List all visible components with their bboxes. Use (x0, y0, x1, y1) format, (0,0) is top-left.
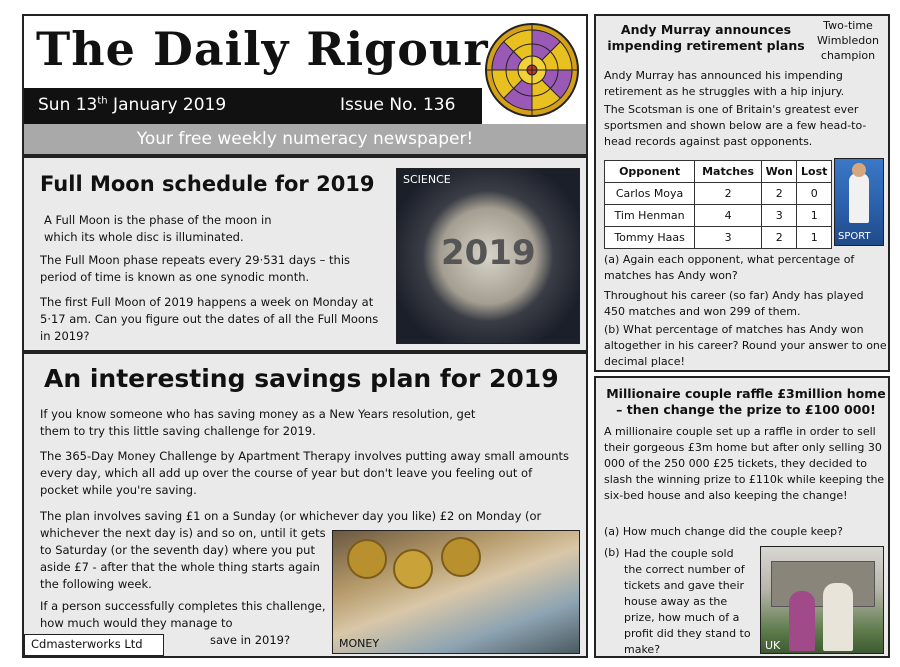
murray-panel (594, 14, 890, 372)
coin-3 (441, 537, 481, 577)
table-row (605, 183, 832, 205)
fullmoon-panel (22, 156, 588, 352)
tagline-bar: Your free weekly numeracy newspaper! (24, 124, 586, 154)
savings-paragraph-3b: whichever the next day is) and so on, until it gets to Saturday (or the seventh day) where you put aside £7 - after that the whole thing starts again the following week. (40, 526, 326, 591)
science-tag: SCIENCE (403, 173, 451, 186)
table-cell: 2 (761, 227, 796, 249)
table-cell: 2 (695, 183, 762, 205)
player-head (852, 163, 866, 177)
credit-box: Cdmasterworks Ltd (24, 634, 164, 656)
table-header-opponent: Opponent (605, 161, 695, 183)
raffle-heading: Millionaire couple raffle £3million home – then change the prize to £100 000! (606, 386, 886, 417)
table-cell: 0 (797, 183, 832, 205)
table-row (605, 227, 832, 249)
savings-paragraph-2: The 365-Day Money Challenge by Apartment Therapy involves putting away small amounts every day, which all add up over the course of year but don't leave you feeling out of pocket while you're saving. (40, 449, 570, 497)
table-row (605, 205, 832, 227)
moon-year-text: 2019 (441, 233, 536, 273)
savings-paragraph-4b: save in 2019? (210, 633, 291, 647)
date-issue-bar (24, 88, 482, 124)
murray-heading: Andy Murray announces impending retirement plans (607, 22, 805, 53)
savings-heading: An interesting savings plan for 2019 (44, 364, 559, 393)
money-tag: MONEY (339, 637, 380, 650)
coin-1 (347, 539, 387, 579)
raffle-question-b-label: (b) (604, 546, 620, 559)
money-image (332, 530, 580, 654)
fullmoon-paragraph-1: A Full Moon is the phase of the moon in which its whole disc is illuminated. (44, 213, 272, 244)
table-header-won: Won (761, 161, 796, 183)
savings-paragraph-3a: The plan involves saving £1 on a Sunday (or whichever day you like) £2 on Monday (or (40, 509, 542, 523)
raffle-question-a: (a) How much change did the couple keep? (604, 525, 843, 538)
table-cell: 2 (761, 183, 796, 205)
newspaper-title: The Daily Rigour (36, 22, 489, 76)
table-cell: Tommy Haas (605, 227, 695, 249)
table-cell: 3 (761, 205, 796, 227)
tennis-image (834, 158, 884, 246)
couple-image (760, 546, 884, 654)
murray-question-a: (a) Again each opponent, what percentage of matches has Andy won? (604, 253, 855, 282)
savings-paragraph-1: If you know someone who has saving money as a New Years resolution, get them to try this little saving challenge for 2019. (40, 407, 476, 438)
fullmoon-heading: Full Moon schedule for 2019 (40, 172, 375, 196)
issue-date: Sun 13th January 2019 (38, 95, 227, 115)
coin-2 (393, 549, 433, 589)
uk-tag: UK (765, 639, 781, 652)
murray-side-note: Two-time Wimbledon champion (817, 19, 879, 62)
table-header-lost: Lost (797, 161, 832, 183)
table-cell: Carlos Moya (605, 183, 695, 205)
player-figure (849, 173, 869, 223)
dartboard-logo-icon (484, 22, 580, 118)
table-cell: 1 (797, 227, 832, 249)
masthead-panel (22, 14, 588, 156)
table-cell: 3 (695, 227, 762, 249)
murray-paragraph-2: The Scotsman is one of Britain's greatest ever sportsmen and shown below are a few head-to-head records against past opponents. (604, 103, 867, 148)
table-cell: 1 (797, 205, 832, 227)
murray-question-b: (b) What percentage of matches has Andy won altogether in his career? Round your answer to one decimal place! (604, 323, 887, 368)
table-header-matches: Matches (695, 161, 762, 183)
table-cell: 4 (695, 205, 762, 227)
head-to-head-table (604, 160, 832, 249)
murray-paragraph-1: Andy Murray has announced his impending retirement as he struggles with a hip injury. (604, 69, 845, 98)
table-header-row (605, 161, 832, 183)
fullmoon-paragraph-2: The Full Moon phase repeats every 29·531 days – this period of time is known as one synodic month. (40, 253, 351, 284)
raffle-panel (594, 376, 890, 658)
fullmoon-image (396, 168, 580, 344)
raffle-question-b: Had the couple sold the correct number of tickets and gave their house away as the prize, how much of a profit did they stand to make? (624, 547, 751, 656)
savings-paragraph-4: If a person successfully completes this challenge, how much would they manage to (40, 599, 326, 630)
fullmoon-paragraph-3: The first Full Moon of 2019 happens a week on Monday at 5·17 am. Can you figure out the dates of all the Full Moons in 2019? (40, 295, 379, 343)
sport-tag: SPORT (838, 231, 871, 242)
table-cell: Tim Henman (605, 205, 695, 227)
raffle-paragraph-1: A millionaire couple set up a raffle in order to sell their gorgeous £3m home but after only selling 30 000 of the 250 000 £25 tickets, they decided to slash the winning prize to £110k while keeping the six-bed house and also keeping the change! (604, 425, 885, 502)
murray-paragraph-3: Throughout his career (so far) Andy has played 450 matches and won 299 of them. (604, 289, 864, 318)
issue-number: Issue No. 136 (340, 95, 456, 115)
person-2 (823, 583, 853, 651)
savings-panel (22, 352, 588, 658)
person-1 (789, 591, 815, 651)
